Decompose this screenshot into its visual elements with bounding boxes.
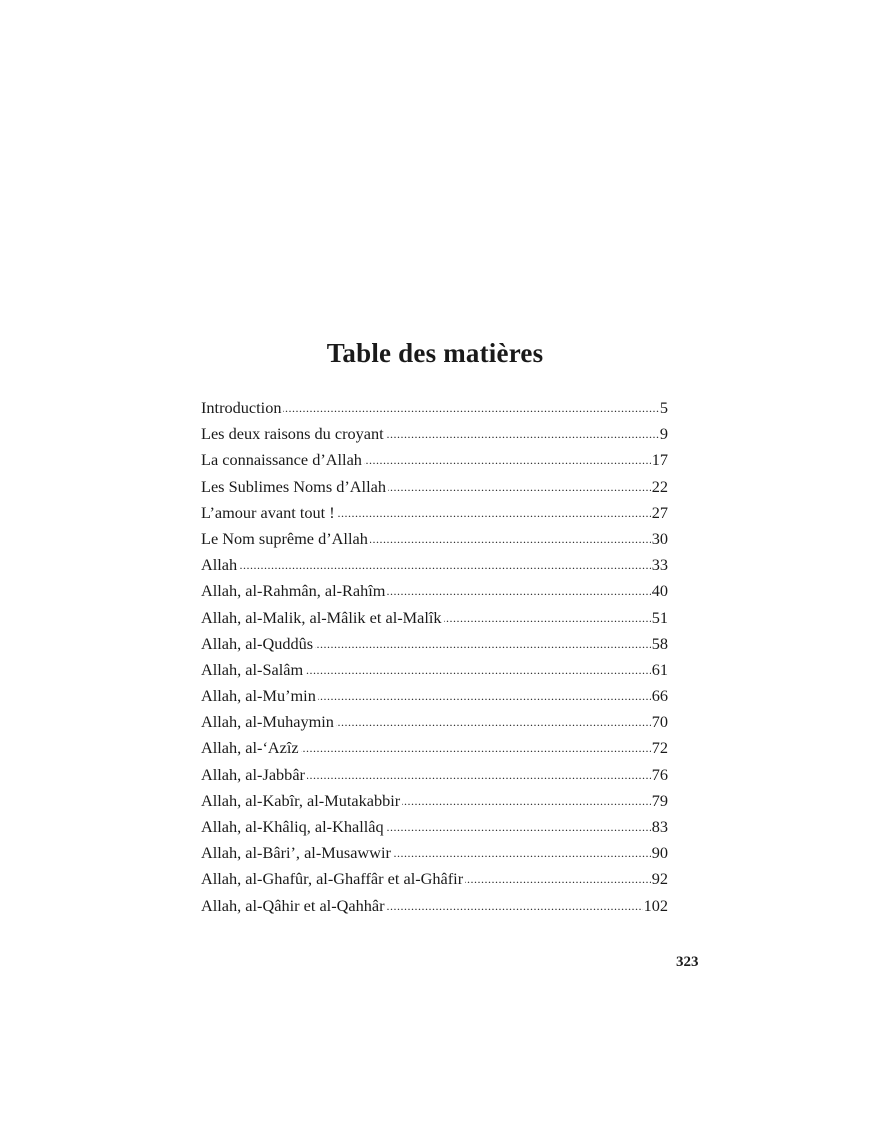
toc-entry-page: 58 [651, 631, 668, 657]
toc-entry [201, 552, 668, 578]
toc-entry-title: Allah, al-Ghafûr, al-Ghaffâr et al-Ghâfir [201, 866, 465, 892]
toc-entry-title: Le Nom suprême d’Allah [201, 526, 370, 552]
toc-entry [201, 683, 668, 709]
toc-entry-page: 90 [651, 840, 668, 866]
toc-entry-title: Allah, al-Kabîr, al-Mutakabbir [201, 788, 402, 814]
page-number: 323 [676, 954, 699, 970]
toc-entry-page: 72 [651, 735, 668, 761]
toc-entry-title: Allah, al-Salâm [201, 657, 305, 683]
toc-entry [201, 788, 668, 814]
toc-entry [201, 474, 668, 500]
toc-entry-page: 66 [651, 683, 668, 709]
toc-entry-page: 30 [651, 526, 668, 552]
toc-entry [201, 866, 668, 892]
table-of-contents [201, 395, 668, 919]
page-title: Table des matières [326, 338, 544, 369]
toc-entry-page: 27 [651, 500, 668, 526]
toc-entry-title: Allah [201, 552, 239, 578]
toc-entry-title: Allah, al-Jabbâr [201, 762, 307, 788]
toc-entry-page: 76 [651, 762, 668, 788]
toc-entry-page: 40 [651, 578, 668, 604]
toc-entry-title: Introduction [201, 395, 283, 421]
toc-entry-title: Les deux raisons du croyant [201, 421, 386, 447]
toc-entry [201, 578, 668, 604]
toc-entry-page: 51 [651, 605, 668, 631]
toc-entry [201, 526, 668, 552]
toc-entry-title: Allah, al-Malik, al-Mâlik et al-Malîk [201, 605, 444, 631]
toc-entry-title: Allah, al-Bâri’, al-Musawwir [201, 840, 393, 866]
toc-entry [201, 893, 668, 919]
toc-entry-title: Allah, al-Mu’min [201, 683, 318, 709]
toc-entry [201, 631, 668, 657]
toc-entry-title: Allah, al-Qâhir et al-Qahhâr [201, 893, 387, 919]
toc-entry-title: Allah, al-Rahmân, al-Rahîm [201, 578, 387, 604]
toc-entry-title: L’amour avant tout ! [201, 500, 337, 526]
toc-entry [201, 395, 668, 421]
toc-entry-title: Les Sublimes Noms d’Allah [201, 474, 388, 500]
toc-entry-page: 61 [651, 657, 668, 683]
toc-entry [201, 840, 668, 866]
toc-entry-page: 9 [659, 421, 668, 447]
toc-entry [201, 814, 668, 840]
toc-entry-title: Allah, al-‘Azîz [201, 735, 301, 761]
toc-entry [201, 709, 668, 735]
toc-entry [201, 447, 668, 473]
toc-entry-page: 83 [651, 814, 668, 840]
toc-entry-page: 17 [651, 447, 668, 473]
toc-entry [201, 657, 668, 683]
toc-entry [201, 421, 668, 447]
toc-entry-title: Allah, al-Khâliq, al-Khallâq [201, 814, 386, 840]
toc-entry-page: 33 [651, 552, 668, 578]
dot-leader [201, 552, 668, 578]
toc-entry [201, 735, 668, 761]
toc-entry-title: Allah, al-Quddûs [201, 631, 315, 657]
toc-entry-page: 102 [643, 893, 668, 919]
toc-entry [201, 605, 668, 631]
toc-entry [201, 762, 668, 788]
toc-entry-page: 92 [651, 866, 668, 892]
toc-entry-page: 79 [651, 788, 668, 814]
toc-entry-page: 70 [651, 709, 668, 735]
toc-entry-page: 22 [651, 474, 668, 500]
toc-entry-title: Allah, al-Muhaymin [201, 709, 336, 735]
toc-entry [201, 500, 668, 526]
toc-entry-page: 5 [659, 395, 668, 421]
toc-entry-title: La connaissance d’Allah [201, 447, 364, 473]
